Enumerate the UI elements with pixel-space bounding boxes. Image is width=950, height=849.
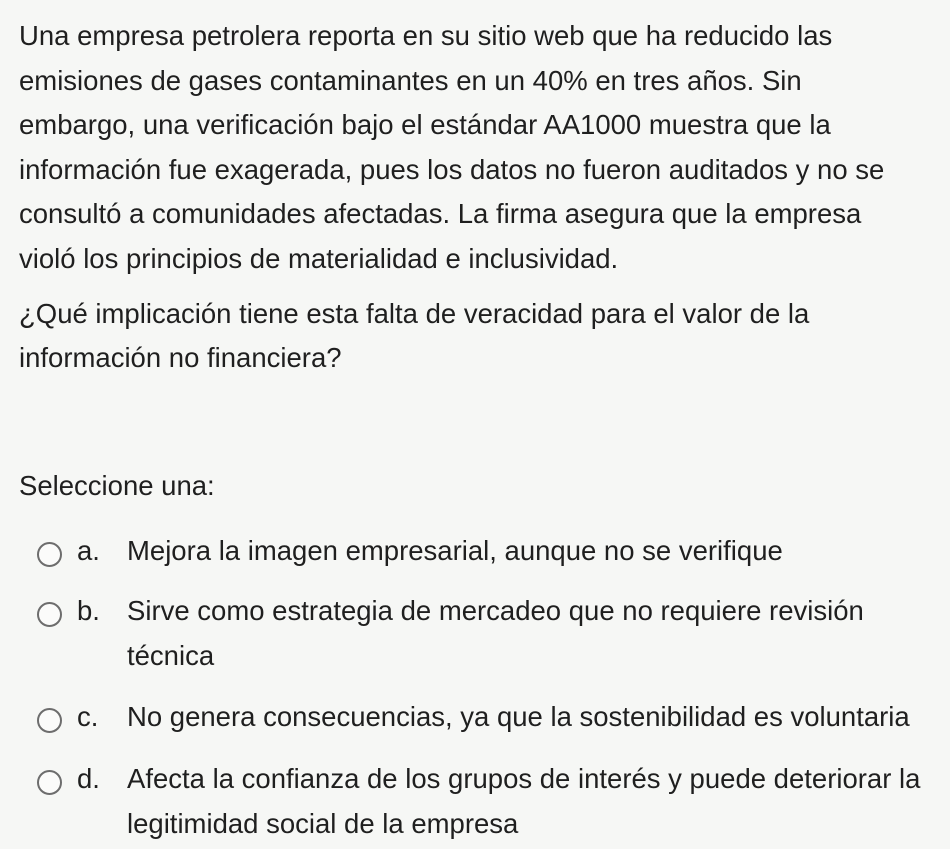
- option-letter: c.: [77, 701, 99, 732]
- radio-button-d[interactable]: [37, 770, 62, 795]
- question-statement: Una empresa petrolera reporta en su sitio web que ha reducido las emisiones de gases contaminantes en un 40% en tres años. Sin embargo, una verificación bajo el estándar AA1000 muestra que la información fue exagerada, pues los datos no fueron auditados y no se consultó a comunidades afectadas. La firma asegura que la empresa violó los principios de materialidad e inclusividad.: [19, 20, 885, 274]
- option-text[interactable]: No genera consecuencias, ya que la sostenibilidad es voluntaria: [127, 701, 910, 732]
- option-text[interactable]: Sirve como estrategia de mercadeo que no requiere revisión técnica: [127, 595, 864, 671]
- option-letter: a.: [77, 535, 100, 566]
- option-letter: d.: [77, 763, 100, 794]
- option-letter: b.: [77, 595, 100, 626]
- radio-button-a[interactable]: [37, 542, 62, 567]
- radio-button-c[interactable]: [37, 708, 62, 733]
- option-text[interactable]: Afecta la confianza de los grupos de interés y puede deteriorar la legitimidad social de la empresa: [127, 763, 921, 839]
- question-prompt: ¿Qué implicación tiene esta falta de veracidad para el valor de la información no financiera?: [19, 297, 810, 374]
- question-text: [19, 14, 924, 381]
- option-text[interactable]: Mejora la imagen empresarial, aunque no se verifique: [127, 535, 783, 566]
- radio-button-b[interactable]: [37, 602, 62, 627]
- select-one-label: Seleccione una:: [19, 470, 215, 501]
